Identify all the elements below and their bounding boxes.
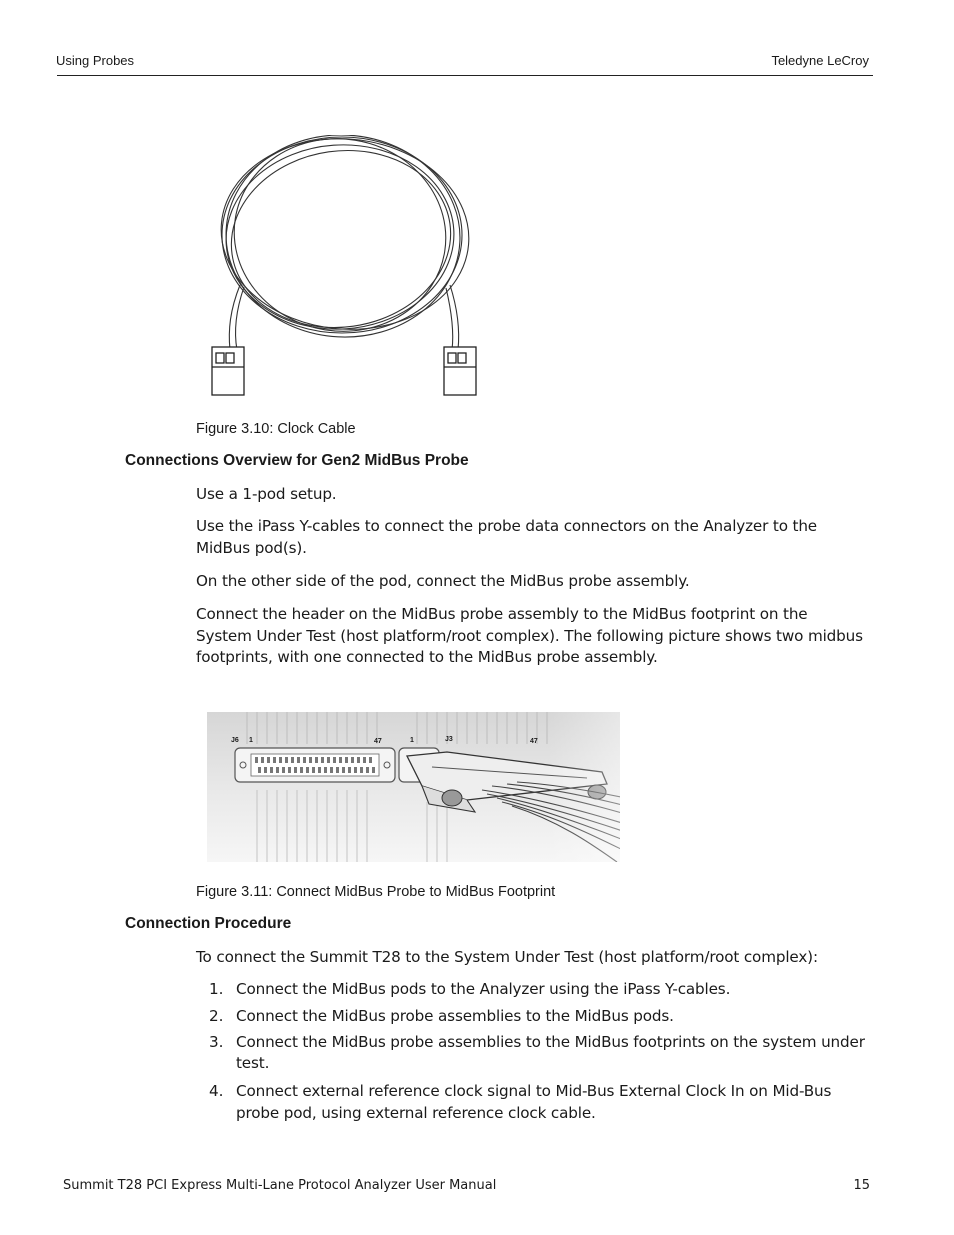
paragraph-other-side: On the other side of the pod, connect the MidBus probe assembly.: [196, 572, 690, 590]
paragraph-header-line2: System Under Test (host platform/root complex). The following picture shows two midbus: [196, 627, 863, 645]
paragraph-ipass-line2: MidBus pod(s).: [196, 539, 307, 557]
paragraph-ipass-line1: Use the iPass Y-cables to connect the probe data connectors on the Analyzer to the: [196, 517, 817, 535]
step-3-text-line2: test.: [236, 1054, 270, 1072]
section-heading-procedure: Connection Procedure: [125, 915, 292, 932]
step-2-number: 2.: [209, 1007, 224, 1025]
header-rule: [57, 75, 873, 76]
step-2-text: Connect the MidBus probe assemblies to the MidBus pods.: [236, 1007, 674, 1025]
paragraph-header-line3: footprints, with one connected to the MidBus probe assembly.: [196, 648, 658, 666]
j3-pin47-label: 47: [530, 738, 538, 745]
procedure-intro: To connect the Summit T28 to the System Under Test (host platform/root complex):: [196, 948, 818, 966]
j6-label: J6: [231, 737, 239, 744]
midbus-footprint-image: [207, 712, 620, 862]
figure-3-11-caption: Figure 3.11: Connect MidBus Probe to MidBus Footprint: [196, 884, 556, 900]
clock-cable-image: [200, 135, 485, 405]
header-company: Teledyne LeCroy: [771, 53, 869, 68]
j6-pin47-label: 47: [374, 738, 382, 745]
section-heading-overview: Connections Overview for Gen2 MidBus Probe: [125, 452, 469, 469]
j3-label: J3: [445, 736, 453, 743]
step-4-text-line2: probe pod, using external reference clock cable.: [236, 1104, 596, 1122]
step-1-number: 1.: [209, 980, 224, 998]
step-3-number: 3.: [209, 1033, 224, 1051]
step-1-text: Connect the MidBus pods to the Analyzer using the iPass Y-cables.: [236, 980, 731, 998]
paragraph-header-line1: Connect the header on the MidBus probe assembly to the MidBus footprint on the: [196, 605, 808, 623]
figure-3-10-caption: Figure 3.10: Clock Cable: [196, 421, 356, 437]
j6-pin1-label: 1: [249, 737, 253, 744]
j3-pin1-label: 1: [410, 737, 414, 744]
step-4-number: 4.: [209, 1082, 224, 1100]
paragraph-pod-setup: Use a 1-pod setup.: [196, 485, 337, 503]
step-3-text-line1: Connect the MidBus probe assemblies to the MidBus footprints on the system under: [236, 1033, 865, 1051]
header-section-title: Using Probes: [56, 53, 135, 68]
step-4-text-line1: Connect external reference clock signal to Mid-Bus External Clock In on Mid-Bus: [236, 1082, 832, 1100]
footer-page-number: 15: [853, 1178, 870, 1193]
footer-manual-title: Summit T28 PCI Express Multi-Lane Protocol Analyzer User Manual: [63, 1178, 497, 1193]
